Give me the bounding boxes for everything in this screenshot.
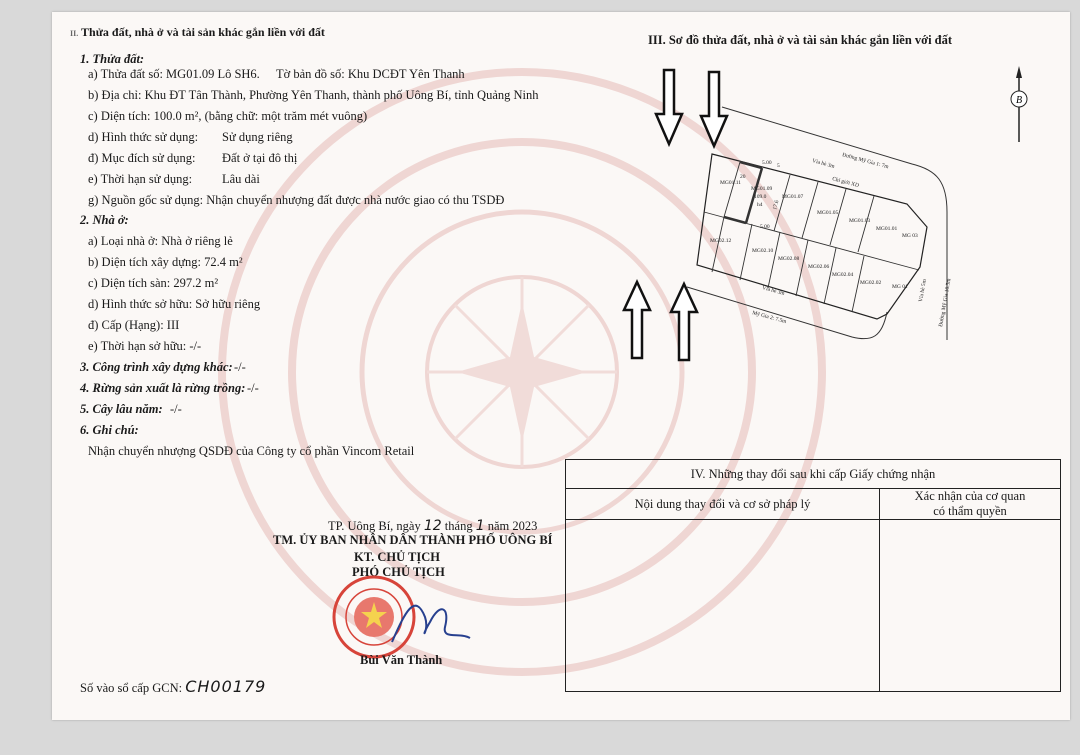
dimension-label: 5: [777, 163, 780, 169]
lot-label: MG 01: [892, 284, 908, 290]
house-grade: đ) Cấp (Hạng): III: [88, 318, 180, 332]
lot-label: MG01.03: [849, 218, 871, 224]
issuing-org: TM. ỦY BAN NHÂN DÂN THÀNH PHỐ UÔNG BÍ: [273, 533, 553, 547]
plot-id: MG01.09: [751, 186, 773, 192]
land-area: c) Diện tích: 100.0 m², (bằng chữ: một trăm mét vuông): [88, 109, 368, 123]
dimension-label: 20: [740, 174, 746, 180]
lot-label: MG01.07: [782, 194, 804, 200]
address: b) Địa chỉ: Khu ĐT Tân Thành, Phường Yên Thanh, thành phố Uông Bí, tỉnh Quảng Ninh: [88, 88, 539, 102]
lot-label: MG02.10: [752, 248, 774, 254]
arrow-icons: [624, 70, 727, 360]
compass-icon: [1011, 66, 1027, 142]
column-divider: [879, 520, 880, 691]
notes-title: 6. Ghi chú:: [80, 423, 139, 437]
registration-number: Số vào sổ cấp GCN: CH00179: [80, 677, 267, 696]
changes-table: [565, 459, 1061, 692]
dimension-label: 5.00: [762, 160, 772, 166]
lot-label: MG02.02: [860, 280, 882, 286]
street-label: Chỉ giới XD: [831, 176, 860, 190]
parcel-map: [612, 52, 1052, 372]
lot-label: MG02.04: [832, 272, 854, 278]
floor-area: c) Diện tích sàn: 297.2 m²: [88, 276, 219, 290]
dimension-label: 17.6: [772, 199, 781, 211]
certificate-page: [52, 12, 1070, 720]
changes-col-content: Nội dung thay đổi và cơ sở pháp lý: [566, 488, 880, 520]
plot-area: 109.0: [754, 194, 767, 200]
lot-label: MG01.05: [817, 210, 839, 216]
lot-label: MG 03: [902, 233, 918, 239]
house-section-title: 2. Nhà ở:: [80, 213, 129, 227]
street-label: Đường Mỹ Gia 1: 7m: [841, 152, 890, 171]
lot-label: MG02.12: [710, 238, 732, 244]
use-form-label: d) Hình thức sử dụng:: [88, 130, 199, 144]
use-purpose-value: Đất ở tại đô thị: [222, 151, 298, 165]
compass-letter: B: [1015, 95, 1023, 106]
forest-value: -/-: [247, 381, 259, 395]
lot-label: MG02.06: [808, 264, 830, 270]
map-title: III. Sơ đồ thửa đất, nhà ở và tài sản khác gắn liền với đất: [648, 33, 953, 47]
use-origin: g) Nguồn gốc sử dụng: Nhận chuyển nhượng đất được nhà nước giao có thu TSDĐ: [88, 193, 505, 207]
lot-label: MG02.08: [778, 256, 800, 262]
street-label: Mỹ Gia 2: 7.5m: [751, 310, 787, 326]
other-works-title: 3. Công trình xây dựng khác:: [80, 360, 233, 374]
changes-title: IV. Những thay đổi sau khi cấp Giấy chứng nhận: [566, 460, 1060, 489]
use-purpose-label: đ) Mục đích sử dụng:: [88, 151, 196, 165]
street-label: Vỉa hè 3m: [761, 285, 786, 297]
perennial-title: 5. Cây lâu năm:: [80, 402, 163, 416]
ownership-form: d) Hình thức sở hữu: Sở hữu riêng: [88, 297, 261, 311]
changes-col-confirm: Xác nhận của cơ quan có thẩm quyền: [880, 488, 1060, 520]
signer-name: Bùi Văn Thành: [360, 653, 443, 667]
lot-label: MG01.01: [876, 226, 898, 232]
forest-title: 4. Rừng sản xuất là rừng trồng:: [80, 381, 246, 395]
dimension-label: 5.00: [760, 224, 770, 230]
place-date: TP. Uông Bí, ngày 12 tháng 1 năm 2023: [328, 518, 538, 534]
use-term-value: Lâu dài: [222, 172, 260, 186]
land-section-title: 1. Thửa đất:: [80, 52, 145, 66]
official-seal-and-signature: [330, 572, 490, 662]
house-type: a) Loại nhà ở: Nhà ở riêng lẻ: [88, 234, 233, 248]
street-label: Đường Mỹ Gia 10.5m: [938, 278, 953, 328]
use-form-value: Sử dụng riêng: [222, 130, 293, 144]
build-area: b) Diện tích xây dựng: 72.4 m²: [88, 255, 243, 269]
other-works-value: -/-: [234, 360, 246, 374]
map-sheet: Tờ bản đồ số: Khu DCĐT Yên Thanh: [276, 67, 465, 81]
perennial-value: -/-: [170, 402, 182, 416]
street-label: Vỉa hè 3m: [811, 158, 836, 170]
signer-role-2: PHÓ CHỦ TỊCH: [352, 565, 445, 579]
use-term-label: e) Thời hạn sử dụng:: [88, 172, 193, 186]
ownership-term: e) Thời hạn sở hữu: -/-: [88, 339, 202, 353]
signer-role-1: KT. CHỦ TỊCH: [354, 550, 441, 564]
lot-label: MG01.11: [720, 180, 742, 186]
parcel-number: a) Thửa đất số: MG01.09 Lô SH6.: [88, 67, 260, 81]
street-label: Vỉa hè 5m: [918, 278, 928, 303]
plot-code: h4: [757, 202, 763, 208]
section-header: II. Thửa đất, nhà ở và tài sản khác gắn liền với đất: [70, 25, 325, 39]
notes-text: Nhận chuyển nhượng QSDĐ của Công ty cổ phần Vincom Retail: [88, 444, 415, 458]
